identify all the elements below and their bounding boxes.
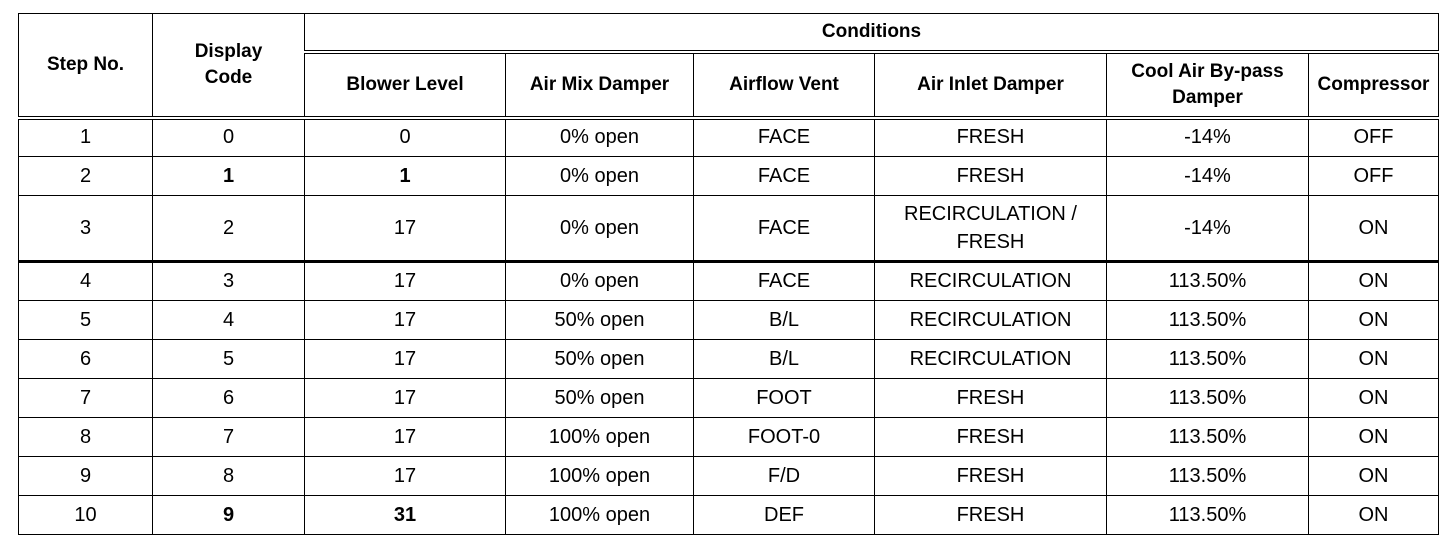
- cell-air-inlet-damper: RECIRCULATION: [875, 301, 1107, 340]
- cell-cool-air-bypass-damper: 113.50%: [1107, 379, 1309, 418]
- cell-airflow-vent: DEF: [694, 496, 875, 535]
- cell-blower-level: 17: [305, 418, 506, 457]
- cell-air-mix-damper: 0% open: [506, 262, 694, 301]
- cell-compressor: ON: [1309, 196, 1439, 262]
- cell-compressor: OFF: [1309, 157, 1439, 196]
- table-header: [19, 14, 1439, 118]
- cell-cool-air-bypass-damper: -14%: [1107, 157, 1309, 196]
- cell-compressor: ON: [1309, 379, 1439, 418]
- table-row: [19, 340, 1439, 379]
- cell-display-code: 2: [153, 196, 305, 262]
- header-step-no: Step No.: [19, 14, 153, 118]
- cell-airflow-vent: FACE: [694, 157, 875, 196]
- table-body: [19, 118, 1439, 535]
- cell-step-no: 6: [19, 340, 153, 379]
- cell-cool-air-bypass-damper: 113.50%: [1107, 340, 1309, 379]
- cell-step-no: 4: [19, 262, 153, 301]
- cell-cool-air-bypass-damper: -14%: [1107, 196, 1309, 262]
- cell-air-mix-damper: 0% open: [506, 118, 694, 157]
- table-row: [19, 262, 1439, 301]
- cell-air-mix-damper: 100% open: [506, 418, 694, 457]
- header-air-inlet-damper: Air Inlet Damper: [875, 52, 1107, 118]
- cell-air-mix-damper: 50% open: [506, 340, 694, 379]
- cell-cool-air-bypass-damper: 113.50%: [1107, 496, 1309, 535]
- cell-display-code: 5: [153, 340, 305, 379]
- cell-cool-air-bypass-damper: 113.50%: [1107, 262, 1309, 301]
- cell-blower-level: 17: [305, 340, 506, 379]
- header-row-1: [19, 14, 1439, 52]
- header-air-mix-damper: Air Mix Damper: [506, 52, 694, 118]
- cell-display-code: 9: [153, 496, 305, 535]
- cell-airflow-vent: FACE: [694, 196, 875, 262]
- table-row: [19, 196, 1439, 262]
- header-airflow-vent: Airflow Vent: [694, 52, 875, 118]
- cell-airflow-vent: F/D: [694, 457, 875, 496]
- cell-blower-level: 17: [305, 262, 506, 301]
- table-row: [19, 379, 1439, 418]
- cell-step-no: 2: [19, 157, 153, 196]
- cell-airflow-vent: FOOT-0: [694, 418, 875, 457]
- cell-air-inlet-damper: FRESH: [875, 496, 1107, 535]
- table-row: [19, 418, 1439, 457]
- cell-airflow-vent: B/L: [694, 301, 875, 340]
- cell-display-code: 1: [153, 157, 305, 196]
- cell-cool-air-bypass-damper: 113.50%: [1107, 418, 1309, 457]
- cell-air-inlet-damper: FRESH: [875, 118, 1107, 157]
- cell-air-inlet-damper: FRESH: [875, 457, 1107, 496]
- cell-blower-level: 17: [305, 457, 506, 496]
- cell-compressor: ON: [1309, 418, 1439, 457]
- header-compressor: Compressor: [1309, 52, 1439, 118]
- cell-air-inlet-damper: FRESH: [875, 157, 1107, 196]
- cell-compressor: ON: [1309, 340, 1439, 379]
- cell-blower-level: 17: [305, 379, 506, 418]
- cell-step-no: 9: [19, 457, 153, 496]
- cell-airflow-vent: FACE: [694, 262, 875, 301]
- cell-cool-air-bypass-damper: -14%: [1107, 118, 1309, 157]
- cell-display-code: 7: [153, 418, 305, 457]
- cell-compressor: ON: [1309, 301, 1439, 340]
- cell-air-inlet-damper: RECIRCULATION / FRESH: [875, 196, 1107, 262]
- cell-display-code: 4: [153, 301, 305, 340]
- header-blower-level: Blower Level: [305, 52, 506, 118]
- cell-step-no: 10: [19, 496, 153, 535]
- cell-display-code: 0: [153, 118, 305, 157]
- cell-air-inlet-damper: RECIRCULATION: [875, 262, 1107, 301]
- cell-compressor: OFF: [1309, 118, 1439, 157]
- cell-cool-air-bypass-damper: 113.50%: [1107, 301, 1309, 340]
- cell-air-mix-damper: 100% open: [506, 496, 694, 535]
- cell-compressor: ON: [1309, 262, 1439, 301]
- header-conditions: Conditions: [305, 14, 1439, 52]
- header-cool-air-bypass-damper: Cool Air By-pass Damper: [1107, 52, 1309, 118]
- cell-blower-level: 31: [305, 496, 506, 535]
- cell-blower-level: 17: [305, 301, 506, 340]
- conditions-table: [18, 13, 1439, 535]
- cell-display-code: 6: [153, 379, 305, 418]
- table-row: [19, 457, 1439, 496]
- cell-air-inlet-damper: RECIRCULATION: [875, 340, 1107, 379]
- table-row: [19, 157, 1439, 196]
- cell-display-code: 8: [153, 457, 305, 496]
- cell-step-no: 8: [19, 418, 153, 457]
- cell-air-inlet-damper: FRESH: [875, 418, 1107, 457]
- header-display-code: Display Code: [153, 14, 305, 118]
- table-row: [19, 118, 1439, 157]
- cell-air-mix-damper: 50% open: [506, 379, 694, 418]
- cell-air-mix-damper: 50% open: [506, 301, 694, 340]
- cell-blower-level: 0: [305, 118, 506, 157]
- cell-air-mix-damper: 0% open: [506, 157, 694, 196]
- cell-airflow-vent: B/L: [694, 340, 875, 379]
- cell-step-no: 7: [19, 379, 153, 418]
- cell-compressor: ON: [1309, 496, 1439, 535]
- cell-step-no: 5: [19, 301, 153, 340]
- cell-air-mix-damper: 100% open: [506, 457, 694, 496]
- cell-airflow-vent: FACE: [694, 118, 875, 157]
- cell-step-no: 1: [19, 118, 153, 157]
- cell-airflow-vent: FOOT: [694, 379, 875, 418]
- cell-step-no: 3: [19, 196, 153, 262]
- cell-display-code: 3: [153, 262, 305, 301]
- cell-blower-level: 17: [305, 196, 506, 262]
- cell-air-inlet-damper: FRESH: [875, 379, 1107, 418]
- table-row: [19, 496, 1439, 535]
- table-row: [19, 301, 1439, 340]
- cell-compressor: ON: [1309, 457, 1439, 496]
- cell-cool-air-bypass-damper: 113.50%: [1107, 457, 1309, 496]
- cell-air-mix-damper: 0% open: [506, 196, 694, 262]
- cell-blower-level: 1: [305, 157, 506, 196]
